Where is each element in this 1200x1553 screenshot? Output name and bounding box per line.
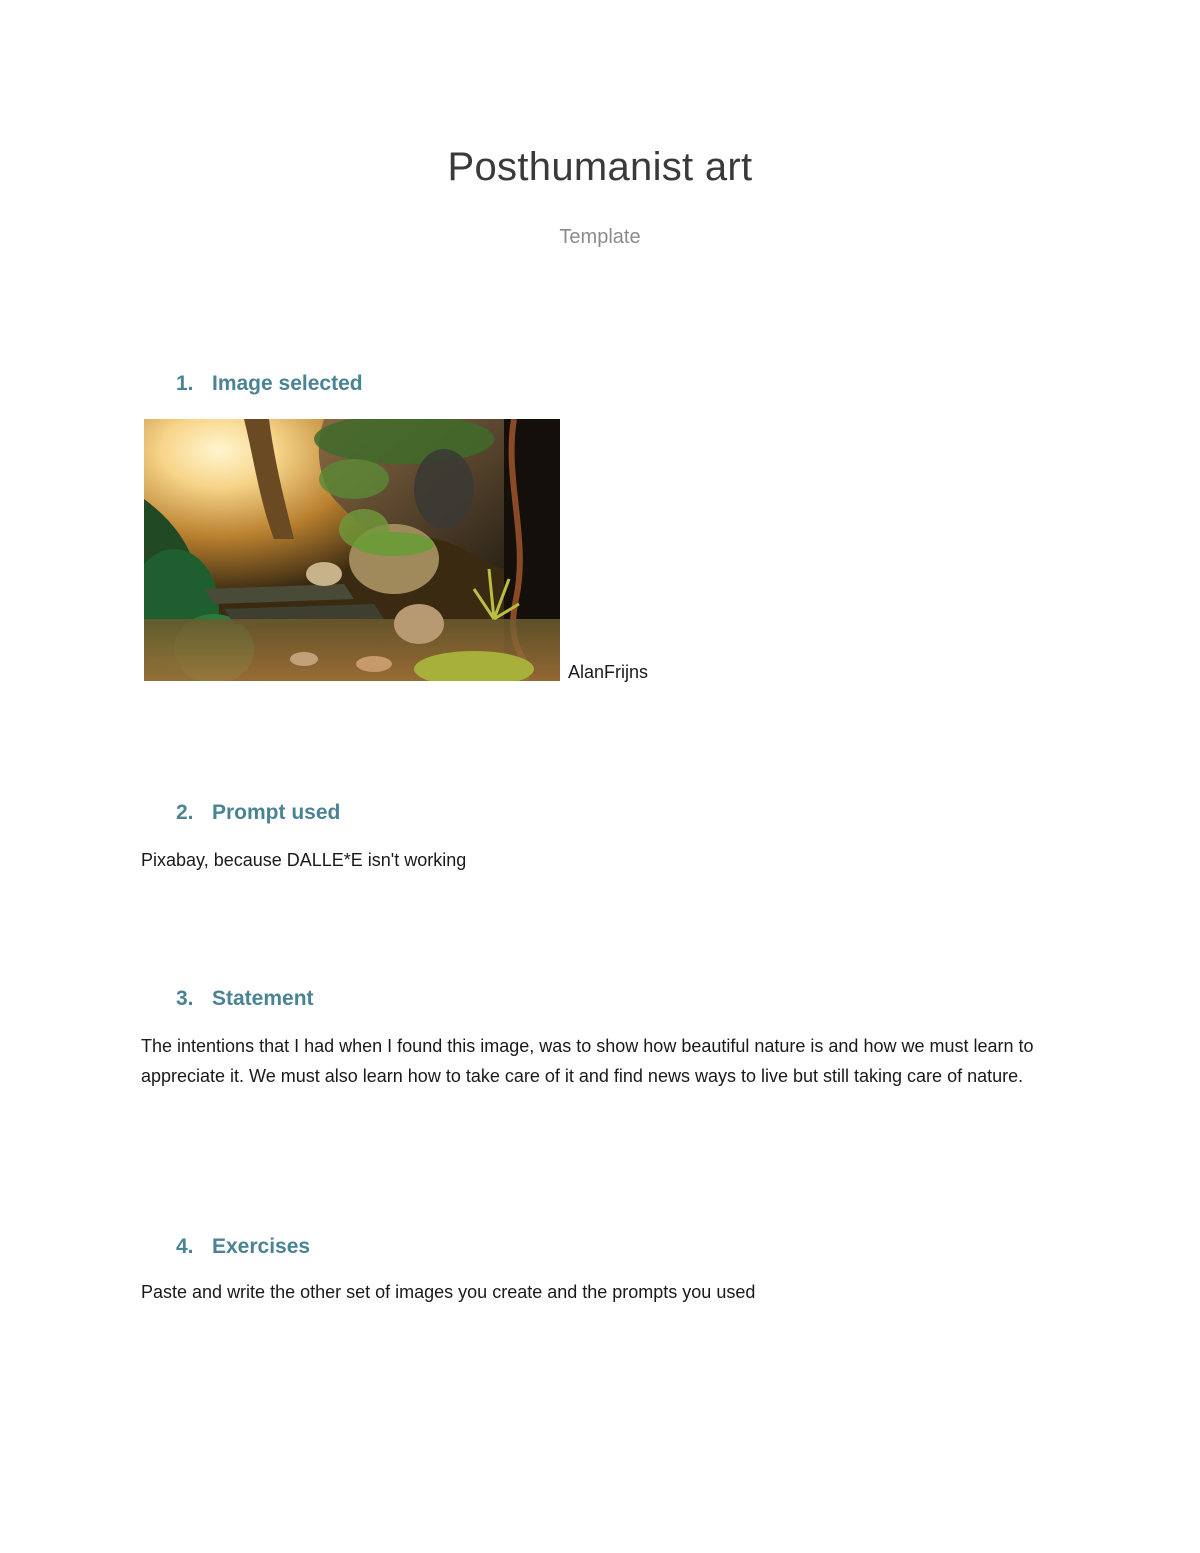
statement-text: The intentions that I had when I found this image, was to show how beautiful nature is and how we must learn to appreciate it. We must also learn how to take care of it and find news ways to live but still taking care of nature. xyxy=(141,1036,1034,1086)
document-subtitle: Template xyxy=(559,226,641,248)
forest-cave-image xyxy=(144,419,560,681)
section-heading-statement xyxy=(176,987,314,1011)
section-heading-exercises xyxy=(176,1235,310,1259)
section-title: Image selected xyxy=(212,372,363,395)
section-title: Statement xyxy=(212,987,314,1010)
exercises-text: Paste and write the other set of images you create and the prompts you used xyxy=(141,1282,756,1302)
section-number: 1. xyxy=(176,372,194,395)
document-title: Posthumanist art xyxy=(447,145,753,189)
image-caption: AlanFrijns xyxy=(568,662,649,682)
prompt-text: Pixabay, because DALLE*E isn't working xyxy=(141,850,467,870)
section-number: 3. xyxy=(176,987,194,1010)
section-number: 4. xyxy=(176,1235,194,1258)
section-heading-prompt-used xyxy=(176,801,340,825)
section-number: 2. xyxy=(176,801,194,824)
section-title: Prompt used xyxy=(212,801,341,824)
section-title: Exercises xyxy=(212,1235,311,1258)
section-heading-image-selected xyxy=(176,372,363,396)
